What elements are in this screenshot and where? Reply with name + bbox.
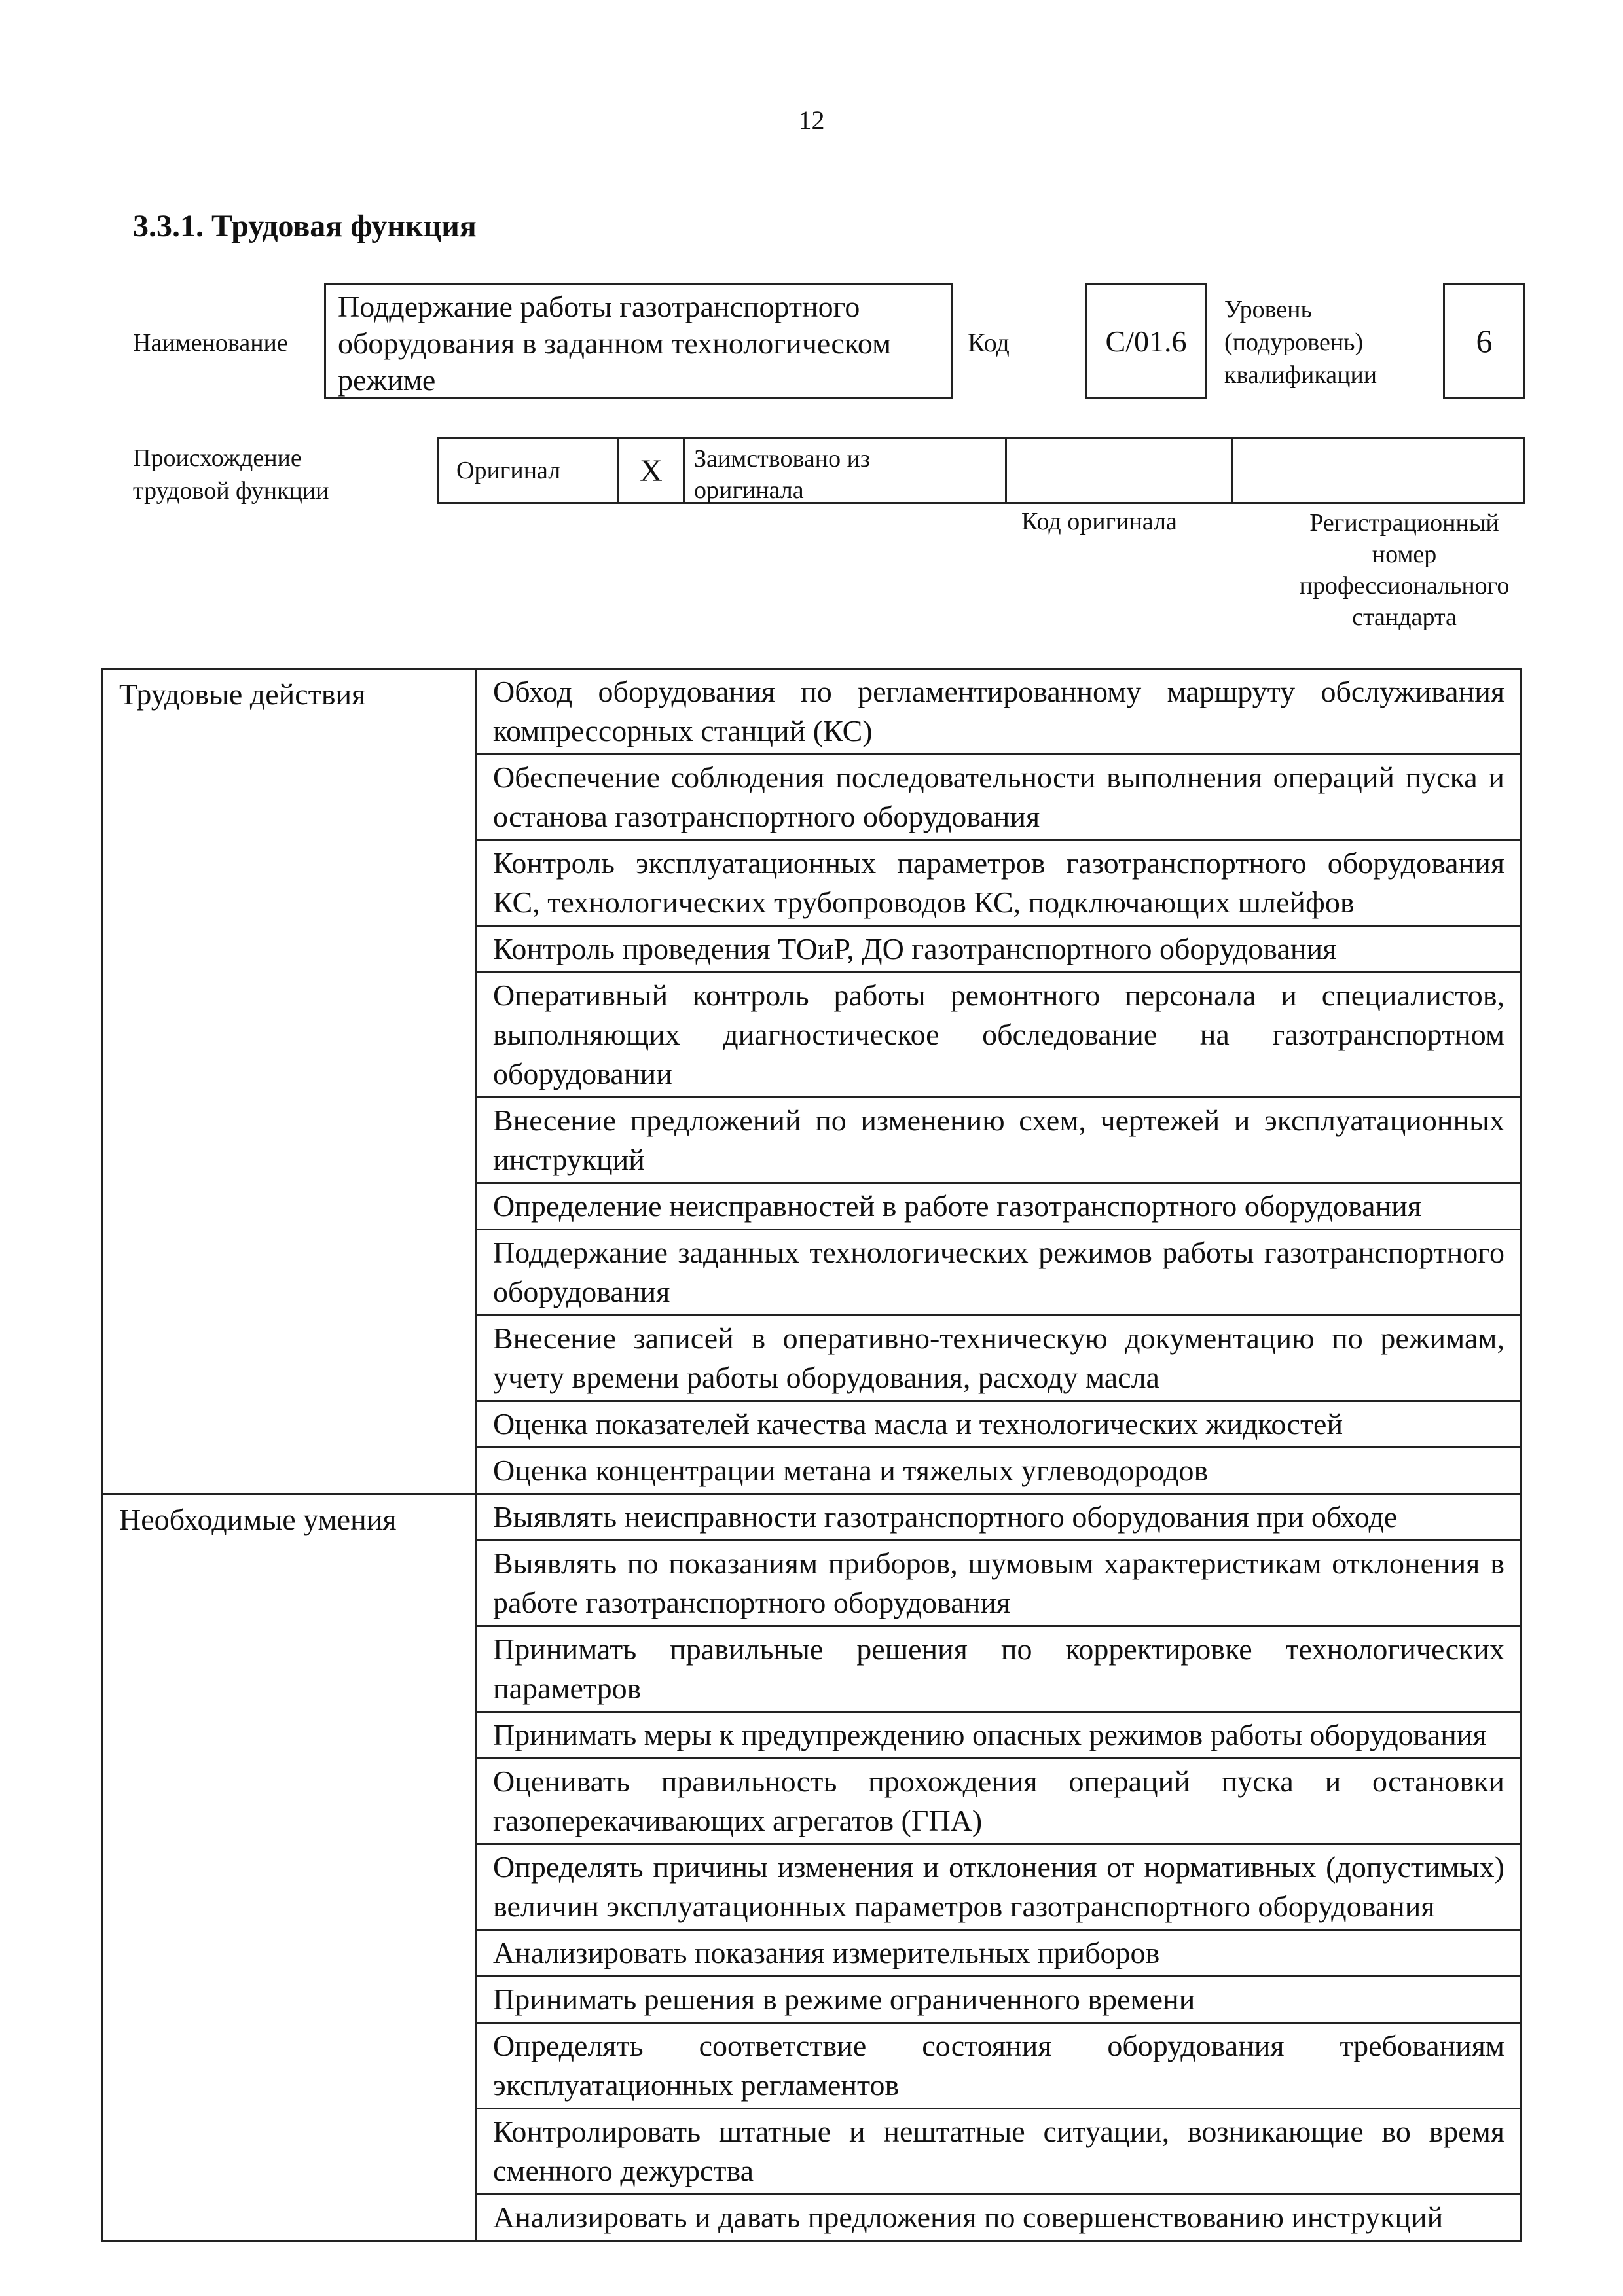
reg-label-line: стандарта [1352,603,1457,631]
skill-item: Принимать правильные решения по корректировке технологических параметров [477,1626,1522,1712]
page-number: 12 [798,105,825,135]
skill-item: Оценивать правильность прохождения операций пуска и остановки газоперекачивающих агрегатов (ГПА) [477,1759,1522,1844]
function-name-box: Поддержание работы газотранспортного оборудования в заданном технологическом режиме [324,283,953,399]
code-original-label: Код оригинала [1021,508,1177,535]
level-box: 6 [1443,283,1525,399]
reg-label-line: профессионального [1299,572,1510,600]
code-original-cell [1007,439,1233,502]
level-label-line: (подуровень) [1224,329,1364,356]
labor-action-item: Оценка концентрации метана и тяжелых углеводородов [477,1448,1522,1494]
labor-action-item: Контроль эксплуатационных параметров газотранспортного оборудования КС, технологических трубопроводов КС, подключающих шлейфов [477,840,1522,926]
skill-item: Принимать решения в режиме ограниченного времени [477,1977,1522,2023]
origin-table [437,437,1525,504]
labor-action-category: Трудовые действия [103,669,477,1494]
skill-category: Необходимые умения [103,1494,477,2241]
function-table [101,668,1522,2242]
labor-action-item: Внесение предложений по изменению схем, чертежей и эксплуатационных инструкций [477,1098,1522,1183]
name-label: Наименование [133,329,288,357]
skill-item: Определять соответствие состояния оборудования требованиям эксплуатационных регламентов [477,2023,1522,2109]
skill-item: Выявлять неисправности газотранспортного оборудования при обходе [477,1494,1522,1541]
labor-action-item: Оперативный контроль работы ремонтного персонала и специалистов, выполняющих диагностическое обследование на газотранспортном оборудовании [477,973,1522,1098]
skill-item: Анализировать и давать предложения по совершенствованию инструкций [477,2195,1522,2241]
labor-action-item: Внесение записей в оперативно-техническую документацию по режимам, учету времени работы оборудования, расходу масла [477,1316,1522,1401]
borrowed-label-line: оригинала [694,476,804,504]
labor-action-item: Оценка показателей качества масла и технологических жидкостей [477,1401,1522,1448]
labor-action-item: Обеспечение соблюдения последовательности выполнения операций пуска и останова газотранспортного оборудования [477,755,1522,840]
reg-number-label [1247,507,1561,633]
origin-label-line: Происхождение [133,444,302,472]
level-label-line: квалификации [1224,361,1377,389]
borrowed-cell [685,439,1007,502]
level-label-line: Уровень [1224,296,1312,323]
original-cell: Оригинал [439,439,619,502]
skill-item: Выявлять по показаниям приборов, шумовым характеристикам отклонения в работе газотранспортного оборудования [477,1541,1522,1626]
origin-label-line: трудовой функции [133,477,329,505]
labor-action-row [103,669,1522,755]
level-label [1224,293,1377,391]
skill-item: Анализировать показания измерительных приборов [477,1930,1522,1977]
labor-action-item: Обход оборудования по регламентированному маршруту обслуживания компрессорных станций (КС) [477,669,1522,755]
labor-action-item: Контроль проведения ТОиР, ДО газотранспортного оборудования [477,926,1522,973]
labor-action-item: Поддержание заданных технологических режимов работы газотранспортного оборудования [477,1230,1522,1316]
skill-item: Принимать меры к предупреждению опасных режимов работы оборудования [477,1712,1522,1759]
original-mark: X [619,439,685,502]
code-label: Код [968,328,1010,357]
borrowed-label-line: Заимствовано из [694,445,870,473]
labor-action-item: Определение неисправностей в работе газотранспортного оборудования [477,1183,1522,1230]
reg-number-cell [1233,439,1523,502]
skill-item: Определять причины изменения и отклонения от нормативных (допустимых) величин эксплуатационных параметров газотранспортного оборудования [477,1844,1522,1930]
skill-row [103,1494,1522,1541]
origin-label [133,442,329,507]
section-title: 3.3.1. Трудовая функция [133,209,477,243]
skill-item: Контролировать штатные и нештатные ситуации, возникающие во время сменного дежурства [477,2109,1522,2195]
reg-label-line: номер [1372,541,1437,568]
reg-label-line: Регистрационный [1309,509,1499,537]
code-box: C/01.6 [1085,283,1207,399]
